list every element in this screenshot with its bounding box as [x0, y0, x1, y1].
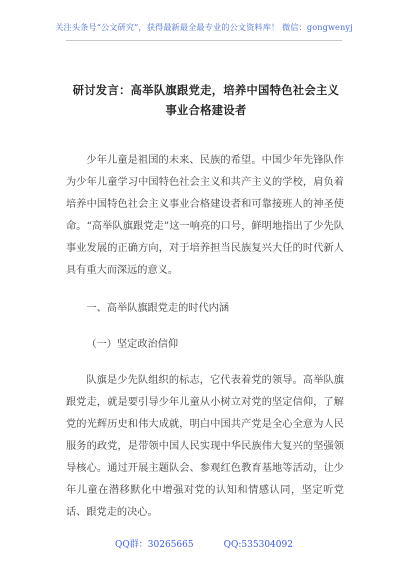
footer-qq: QQ:535304092	[223, 540, 293, 550]
footer-contact	[0, 537, 408, 550]
section-heading-1: 一、高举队旗跟党走的时代内涵	[86, 303, 230, 314]
header-note: 关注头条号“公文研究”，获得最新最全最专业的公文资料库！ 微信：gongwenyj	[55, 22, 353, 32]
footer-qq-group: QQ群：30265665	[115, 540, 194, 550]
document-title: 研讨发言：高举队旗跟党走，培养中国特色社会主义事业合格建设者	[72, 83, 340, 117]
paragraph-intro: 少年儿童是祖国的未来、民族的希望。中国少年先锋队作为少年儿童学习中国特色社会主义和共产主义的学校，肩负着培养中国特色社会主义事业合格建设者和可靠接班人的神圣使命。“高举队旗跟党走”这一响亮的口号，鲜明地指出了少先队事业发展的正确方向，对于培养担当民族复兴大任的时代新人具有重大而深远的意义。	[66, 155, 344, 276]
document-body	[66, 150, 344, 524]
header-divider	[66, 40, 342, 41]
paragraph-political-belief: 队旗是少先队组织的标志，它代表着党的领导。高举队旗跟党走，就是要引导少年儿童从小树立对党的坚定信仰，了解党的光辉历史和伟大成就，明白中国共产党是全心全意为人民服务的政党，是带领中国人民实现中华民族伟大复兴的坚强领导核心。通过开展主题队会、参观红色教育基地等活动，让少年儿童在潜移默化中增强对党的认知和情感认同，坚定听党话、跟党走的决心。	[66, 375, 344, 518]
subsection-heading-1-1: （一）坚定政治信仰	[86, 339, 179, 350]
